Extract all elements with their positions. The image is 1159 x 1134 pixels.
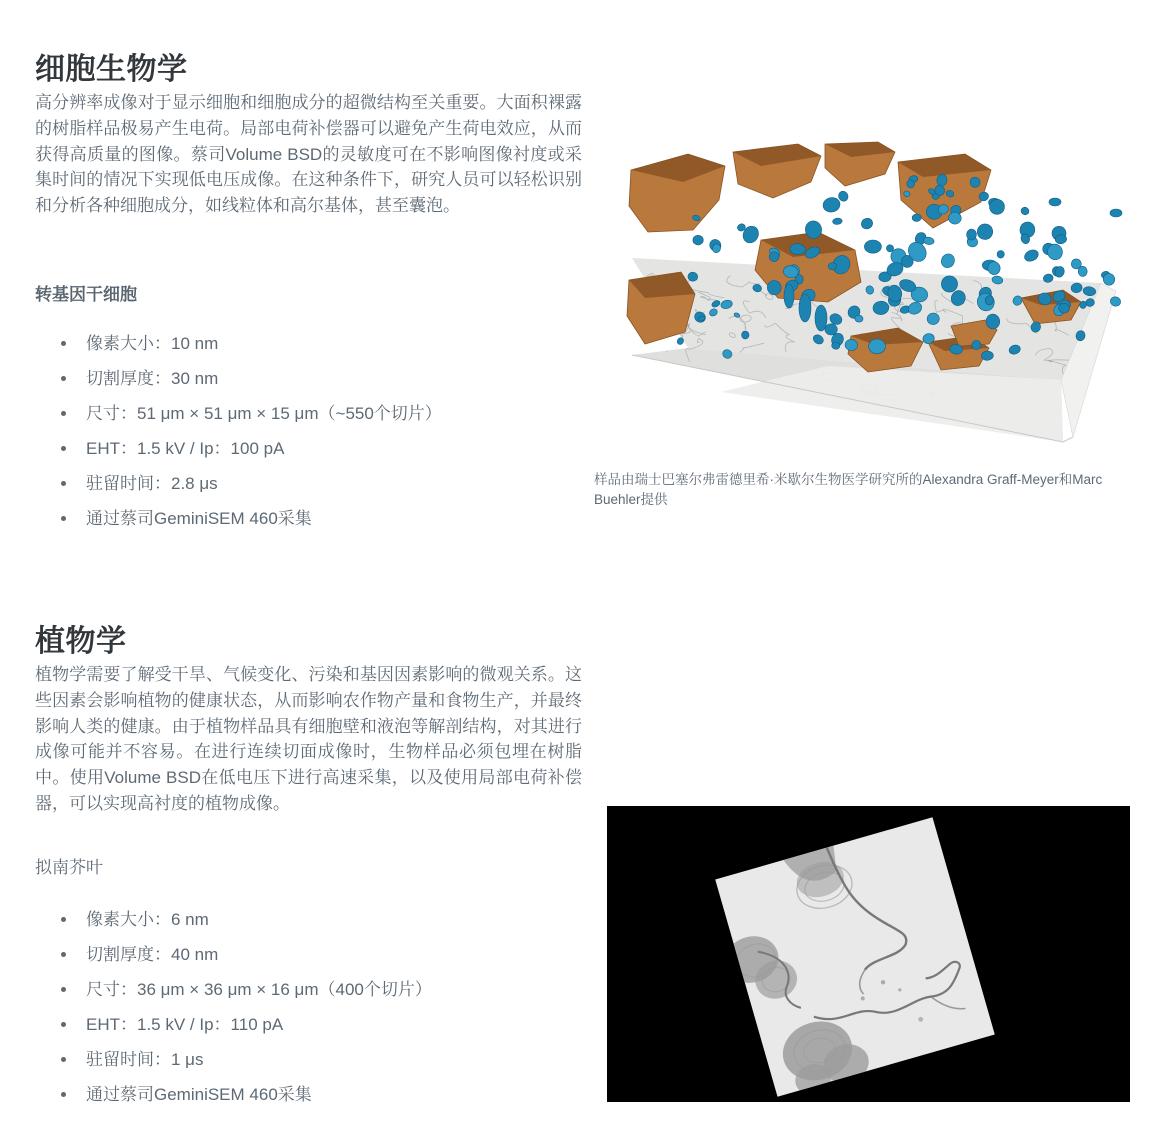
bullet-icon (61, 952, 66, 957)
bullet-icon (61, 1022, 66, 1027)
figure-caption-cell-biology: 样品由瑞士巴塞尔弗雷德里希·米歇尔生物医学研究所的Alexandra Graff-Meyer和Marc Buehler提供 (594, 472, 1103, 507)
section-heading-cell-biology: 细胞生物学 (35, 53, 188, 87)
bullet-icon (61, 411, 66, 416)
list-item (61, 1085, 432, 1120)
list-item (61, 980, 432, 1015)
list-item (61, 439, 442, 474)
subheading-transgenic-stem-cells: 转基因干细胞 (35, 285, 137, 304)
bullet-icon (61, 446, 66, 451)
list-item-text: 像素大小：6 nm (86, 910, 209, 929)
list-item-text: 切割厚度：30 nm (86, 369, 219, 388)
section-paragraph-botany: 植物学需要了解受干旱、气候变化、污染和基因因素影响的微观关系。这些因素会影响植物的健康状态，从而影响农作物产量和食物生产，并最终影响人类的健康。由于植物样品具有细胞壁和液泡等解剖结构，对其进行成像可能并不容易。在进行连续切面成像时，生物样品必须包埋在树脂中。使用Volume BSD在低电压下进行高速采集，以及使用局部电荷补偿器，可以实现高衬度的植物成像。 (35, 665, 582, 813)
list-item-text: 尺寸：51 μm × 51 μm × 15 μm（~550个切片） (86, 404, 442, 423)
list-item-text: EHT：1.5 kV / Ip：100 pA (86, 439, 285, 458)
bullet-icon (61, 376, 66, 381)
list-item-text: 驻留时间：2.8 μs (86, 474, 218, 493)
sem-3d-reconstruction-image (593, 140, 1159, 467)
list-item (61, 910, 432, 945)
section-paragraph-cell-biology: 高分辨率成像对于显示细胞和细胞成分的超微结构至关重要。大面积裸露的树脂样品极易产生电荷。局部电荷补偿器可以避免产生荷电效应，从而获得高质量的图像。蔡司Volume BSD的灵敏度可在不影响图像衬度或采集时间的情况下实现低电压成像。在这种条件下，研究人员可以轻松识别和分析各种细胞成分，如线粒体和高尔基体，甚至囊泡。 (35, 93, 582, 216)
list-item (61, 509, 442, 544)
spec-list-cell-biology (61, 334, 442, 544)
list-item-text: 驻留时间：1 μs (86, 1050, 204, 1069)
spec-list-botany (61, 910, 432, 1120)
arabidopsis-leaf-image (607, 806, 1130, 1102)
sem-3d-reconstruction-figure (593, 140, 1159, 467)
list-item-text: 尺寸：36 μm × 36 μm × 16 μm（400个切片） (86, 980, 432, 999)
subheading-arabidopsis-leaf: 拟南芥叶 (35, 858, 103, 877)
list-item (61, 369, 442, 404)
list-item (61, 474, 442, 509)
bullet-icon (61, 1057, 66, 1062)
bullet-icon (61, 481, 66, 486)
list-item-text: 通过蔡司GeminiSEM 460采集 (86, 509, 312, 528)
list-item (61, 945, 432, 980)
arabidopsis-leaf-figure (607, 806, 1130, 1102)
list-item (61, 1015, 432, 1050)
list-item-text: EHT：1.5 kV / Ip：110 pA (86, 1015, 284, 1034)
section-heading-botany: 植物学 (35, 625, 127, 659)
list-item (61, 1050, 432, 1085)
list-item (61, 404, 442, 439)
list-item-text: 切割厚度：40 nm (86, 945, 219, 964)
bullet-icon (61, 341, 66, 346)
bullet-icon (61, 1092, 66, 1097)
bullet-icon (61, 516, 66, 521)
bullet-icon (61, 987, 66, 992)
bullet-icon (61, 917, 66, 922)
list-item-text: 通过蔡司GeminiSEM 460采集 (86, 1085, 312, 1104)
list-item (61, 334, 442, 369)
list-item-text: 像素大小：10 nm (86, 334, 219, 353)
